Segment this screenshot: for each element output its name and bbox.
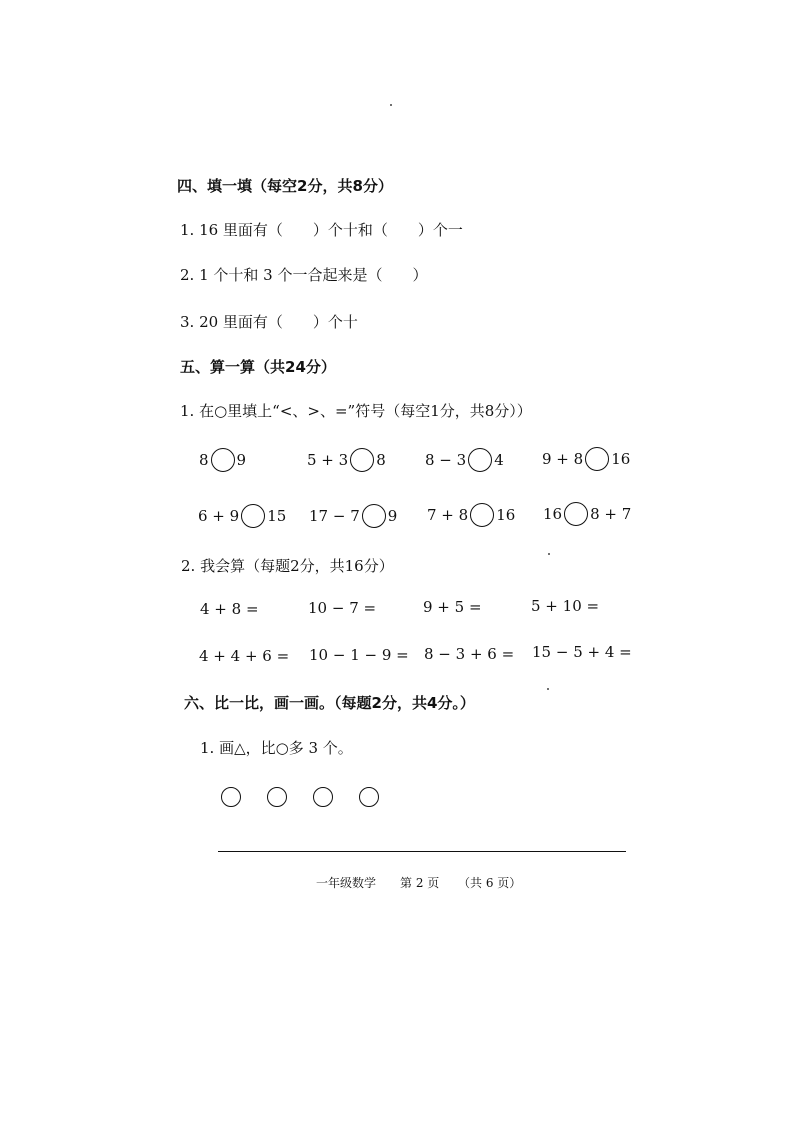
compare-right: 4 [494,451,504,469]
calc-item[interactable]: 9 + 5 = [423,598,482,616]
answer-circle[interactable] [350,448,374,472]
answer-circle[interactable] [241,504,265,528]
compare-item [542,447,630,471]
compare-left: 17 − 7 [309,507,360,525]
calc-item[interactable]: 4 + 8 = [200,600,259,618]
section-4-question-2: 2. 1 个十和 3 个一合起来是（ ） [180,266,428,284]
section-4-question-3: 3. 20 里面有（ ）个十 [180,313,358,331]
compare-right: 9 [236,451,247,469]
footer-total-pages: （共 6 页） [458,876,522,890]
section-5-sub-question-2: 2. 我会算（每题2分，共16分） [181,557,394,575]
compare-item [199,448,246,472]
reference-circle [313,787,333,807]
compare-left: 9 + 8 [542,450,584,468]
scan-speck [548,553,550,555]
section-6-heading: 六、比一比，画一画。（每题2分，共4分。） [184,694,475,712]
answer-circle[interactable] [585,447,609,471]
compare-left: 6 + 9 [198,507,240,525]
footer-page-number: 第 2 页 [400,876,440,890]
compare-right: 15 [267,507,287,525]
compare-right: 9 [387,507,398,525]
calc-item[interactable]: 8 − 3 + 6 = [424,645,515,663]
footer-subject: 一年级数学 [316,876,377,890]
compare-right: 8 [376,451,386,469]
answer-circle[interactable] [468,448,492,472]
section-5-sub-question-1: 1. 在○里填上“<、>、=”符号（每空1分，共8分）） [180,402,532,420]
answer-circle[interactable] [564,502,588,526]
section-6-question-1: 1. 画△，比○多 3 个。 [200,739,353,757]
compare-right: 16 [611,450,631,468]
reference-circle [221,787,241,807]
calc-item[interactable]: 10 − 1 − 9 = [309,646,409,664]
calc-item[interactable]: 15 − 5 + 4 = [532,643,632,661]
compare-item [543,502,631,526]
section-5-heading: 五、算一算（共24分） [180,358,336,376]
section-4-heading: 四、填一填（每空2分，共8分） [177,177,393,195]
answer-circle[interactable] [362,504,386,528]
reference-circle [267,787,287,807]
compare-right: 16 [496,506,516,524]
scan-speck [547,688,549,690]
compare-left: 8 − 3 [425,451,467,469]
calc-item[interactable]: 5 + 10 = [531,597,600,615]
section-4-question-1: 1. 16 里面有（ ）个十和（ ）个一 [180,221,463,239]
compare-left: 16 [543,505,563,523]
answer-circle[interactable] [211,448,235,472]
compare-item [307,448,386,472]
compare-item [309,504,397,528]
compare-item [198,504,286,528]
compare-item [427,503,515,527]
reference-circle [359,787,379,807]
footer-rule [218,851,626,852]
compare-left: 8 [199,451,209,469]
calc-item[interactable]: 4 + 4 + 6 = [199,647,290,665]
compare-right: 8 + 7 [590,505,632,523]
calc-item[interactable]: 10 − 7 = [308,599,377,617]
compare-left: 7 + 8 [427,506,469,524]
scan-speck [390,104,392,106]
compare-item [425,448,504,472]
compare-left: 5 + 3 [307,451,349,469]
answer-circle[interactable] [470,503,494,527]
